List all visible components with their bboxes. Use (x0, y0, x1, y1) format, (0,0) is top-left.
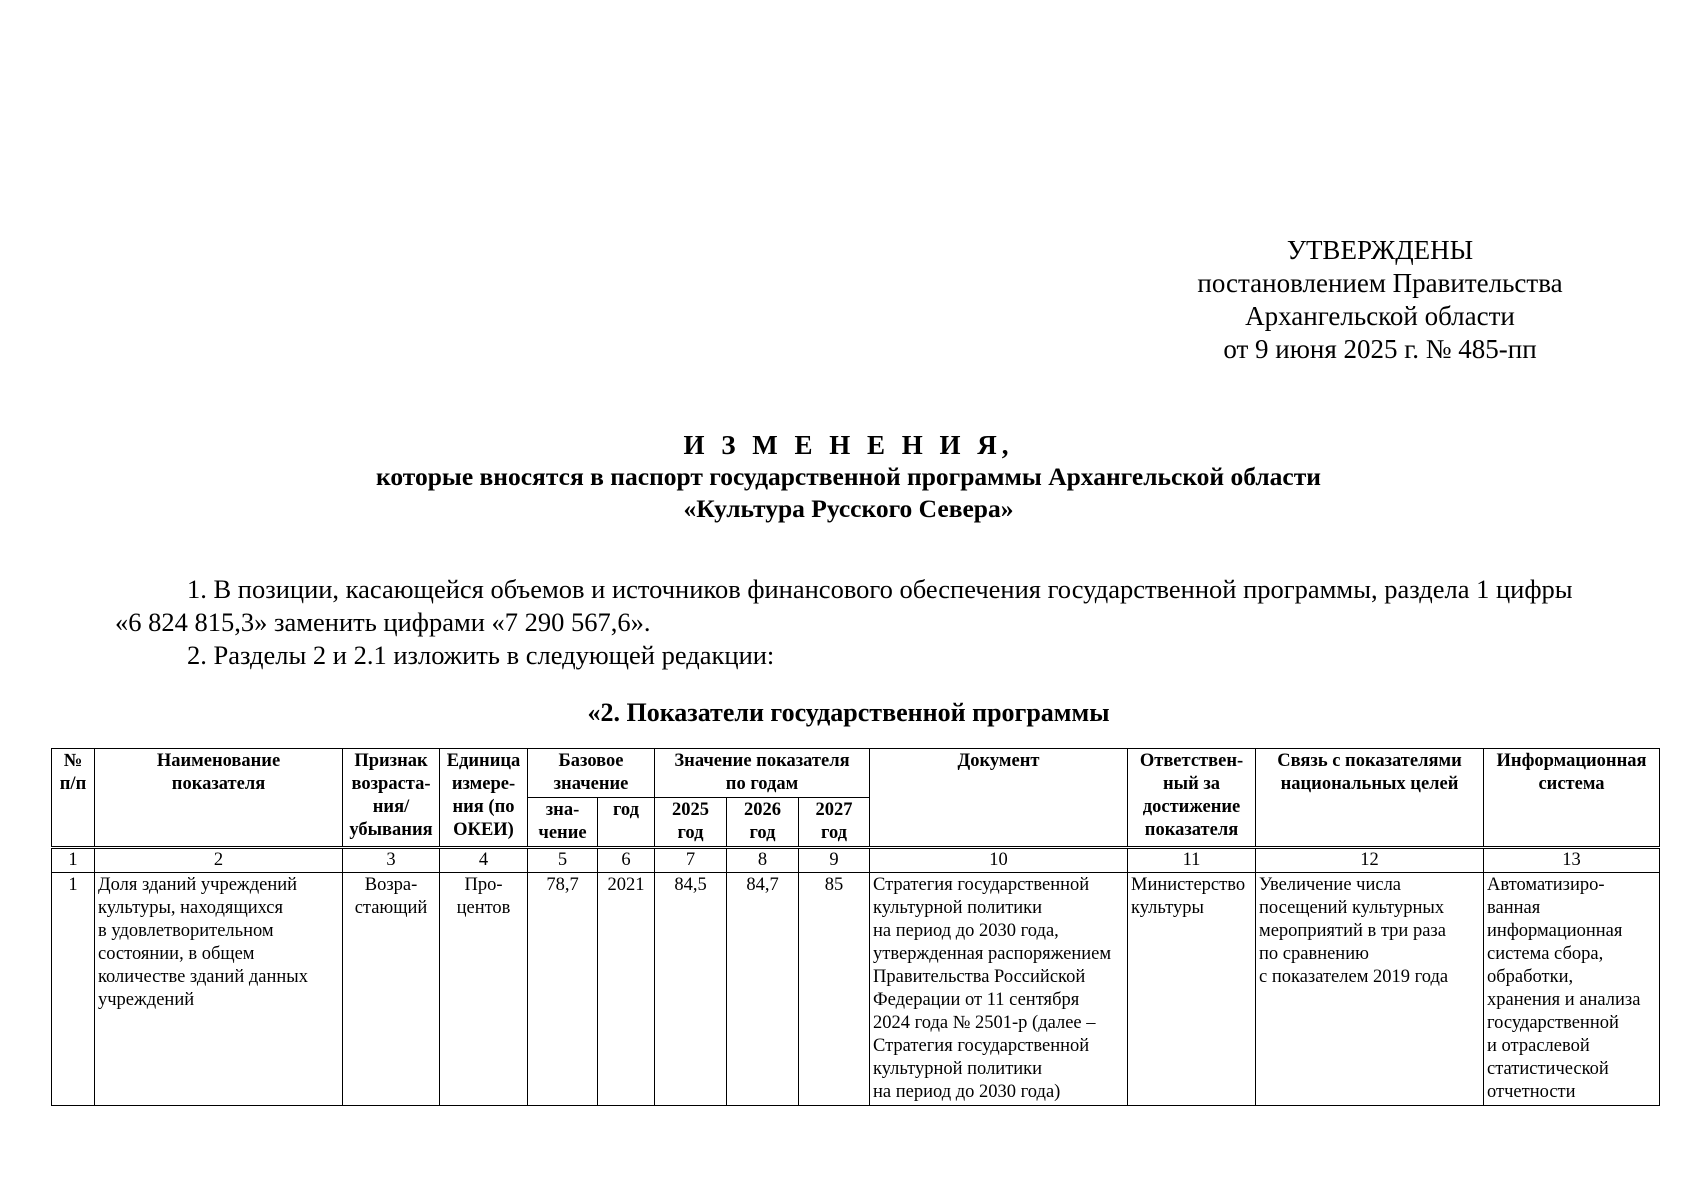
column-number: 11 (1128, 848, 1256, 873)
row-system: Автоматизиро- ванная информационная система сбора, обработки, хранения и анализа государственной и отраслевой статистической отчетности (1484, 873, 1660, 1106)
column-number: 2 (95, 848, 343, 873)
document-title: И З М Е Н Е Н И Я, (683, 430, 1014, 460)
header-responsible: Ответствен- ный за достижение показателя (1128, 749, 1256, 848)
column-number: 13 (1484, 848, 1660, 873)
row-name: Доля зданий учреждений культуры, находящихся в удовлетворительном состоянии, в общем количестве зданий данных учреждений (95, 873, 343, 1106)
header-row (52, 749, 1660, 798)
row-value-2026: 84,7 (727, 873, 799, 1106)
header-sign: Признак возраста- ния/ убывания (343, 749, 440, 848)
header-base: Базовое значение (528, 749, 655, 798)
header-num: № п/п (52, 749, 95, 848)
header-base-value: зна- чение (528, 798, 598, 848)
row-responsible: Министерство культуры (1128, 873, 1256, 1106)
column-number: 10 (870, 848, 1128, 873)
column-number: 3 (343, 848, 440, 873)
row-base-value: 78,7 (528, 873, 598, 1106)
header-2027: 2027 год (799, 798, 870, 848)
column-numbers-row (52, 848, 1660, 873)
header-2026: 2026 год (727, 798, 799, 848)
column-number: 6 (598, 848, 655, 873)
column-number: 12 (1256, 848, 1484, 873)
row-sign: Возра- стающий (343, 873, 440, 1106)
row-value-2025: 84,5 (655, 873, 727, 1106)
header-system: Информационная система (1484, 749, 1660, 848)
approval-block (1150, 234, 1610, 366)
approval-region: Архангельской области (1245, 301, 1515, 331)
document-subtitle: которые вносятся в паспорт государственной программы Архангельской области (376, 462, 1321, 491)
header-2025: 2025 год (655, 798, 727, 848)
row-document: Стратегия государственной культурной политики на период до 2030 года, утвержденная распоряжением Правительства Российской Федерации от 11 сентября 2024 года № 2501-р (далее – Стратегия государственной культурной политики на период до 2030 года) (870, 873, 1128, 1106)
header-name: Наименование показателя (95, 749, 343, 848)
row-num: 1 (52, 873, 95, 1106)
row-value-2027: 85 (799, 873, 870, 1106)
program-name: «Культура Русского Севера» (683, 494, 1014, 523)
section-title: «2. Показатели государственной программы (587, 698, 1110, 727)
header-base-year: год (598, 798, 655, 848)
row-link: Увеличение числа посещений культурных мероприятий в три раза по сравнению с показателем 2019 года (1256, 873, 1484, 1106)
row-unit: Про- центов (440, 873, 528, 1106)
paragraph-2: 2. Разделы 2 и 2.1 изложить в следующей редакции: (187, 640, 775, 670)
approval-label: УТВЕРЖДЕНЫ (1286, 235, 1474, 265)
approval-date-number: от 9 июня 2025 г. № 485-пп (1223, 334, 1537, 364)
header-values: Значение показателя по годам (655, 749, 870, 798)
approval-issuer: постановлением Правительства (1197, 268, 1563, 298)
row-base-year: 2021 (598, 873, 655, 1106)
header-link: Связь с показателями национальных целей (1256, 749, 1484, 848)
header-unit: Единица измере- ния (по ОКЕИ) (440, 749, 528, 848)
indicators-table (51, 748, 1660, 1106)
column-number: 4 (440, 848, 528, 873)
header-document: Документ (870, 749, 1128, 848)
column-number: 7 (655, 848, 727, 873)
paragraph-1: 1. В позиции, касающейся объемов и источников финансового обеспечения государственной программы, раздела 1 цифры «6 824 815,3» заменить цифрами «7 290 567,6». (115, 574, 1573, 637)
table-row (52, 873, 1660, 1106)
column-number: 9 (799, 848, 870, 873)
column-number: 1 (52, 848, 95, 873)
column-number: 8 (727, 848, 799, 873)
column-number: 5 (528, 848, 598, 873)
